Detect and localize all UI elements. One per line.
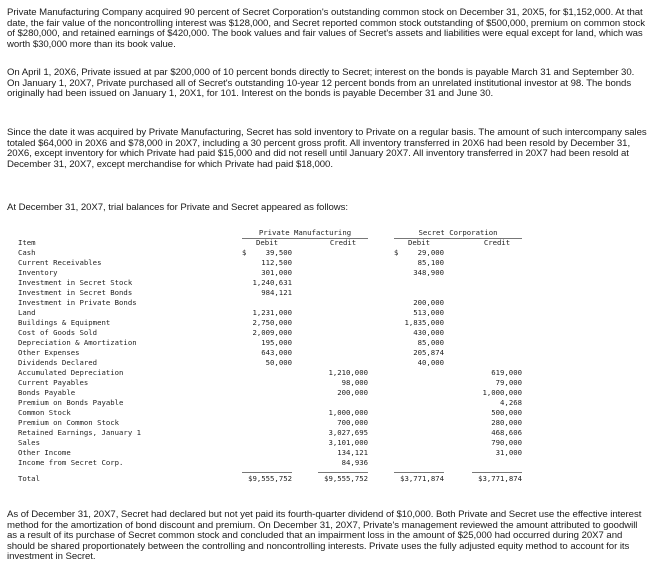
table-row [16,348,530,358]
row-label: Investment in Private Bonds [18,298,137,307]
cell-private-credit [318,358,368,368]
table-row [16,418,530,428]
cell-secret-credit [472,328,522,338]
cell-private-credit [318,328,368,338]
cell-secret-debit: 1,835,000 [404,318,444,327]
table-row [16,288,530,298]
cell-secret-debit [394,448,444,458]
total-private-credit: $9,555,752 [324,474,368,483]
cell-private-credit: 3,101,000 [328,438,368,447]
cell-secret-debit [394,398,444,408]
cell-secret-credit [472,268,522,278]
group-header-secret: Secret Corporation [394,228,522,239]
table-row [16,268,530,278]
cell-secret-debit: 85,000 [417,338,444,347]
cell-private-debit: 195,000 [261,338,292,347]
cell-secret-credit [472,248,522,258]
total-secret-credit: $3,771,874 [478,474,522,483]
cell-secret-debit: 205,874 [413,348,444,357]
row-label: Bonds Payable [18,388,76,397]
cell-secret-debit: 348,900 [413,268,444,277]
table-row [16,378,530,388]
row-label: Inventory [18,268,58,277]
cell-private-debit [242,418,292,428]
table-body [16,248,530,468]
paragraph-inventory: Since the date it was acquired by Private Manufacturing, Secret has sold inventory to Private on a regular basis. The amount of such intercompany sales totaled $64,000 in 20X6 and $78,000 in 20X7, including a 30 percent gross profit. All inventory transferred in 20X6 had been resold by December 31, 20X6, except inventory for which Private had paid $15,000 and did not resell until January 20X7. All inventory transferred in 20X7 had been resold at December 31, 20X7, except merchandise for which Private had paid $18,000. [7,127,647,170]
cell-secret-credit [472,338,522,348]
row-label: Investment in Secret Bonds [18,288,133,297]
cell-secret-credit: 619,000 [491,368,522,377]
cell-private-debit [242,388,292,398]
cell-private-credit [318,258,368,268]
table-row [16,408,530,418]
group-header-private: Private Manufacturing [242,228,368,239]
cell-private-credit: 98,000 [341,378,368,387]
table-row [16,428,530,438]
row-label: Other Expenses [18,348,80,357]
cell-secret-debit: 513,000 [413,308,444,317]
cell-private-credit [318,338,368,348]
paragraph-trial-balance-intro: At December 31, 20X7, trial balances for Private and Secret appeared as follows: [7,202,349,213]
cell-private-debit: 39,500 [265,248,292,257]
row-label: Depreciation & Amortization [18,338,137,347]
row-label: Buildings & Equipment [18,318,111,327]
table-total-row [16,474,530,484]
cell-secret-debit [394,288,444,298]
cell-private-debit: 984,121 [261,288,292,297]
cell-secret-debit: 29,000 [417,248,444,257]
row-label: Income from Secret Corp. [18,458,124,467]
paragraph-acquisition: Private Manufacturing Company acquired 90 percent of Secret Corporation's outstanding common stock on December 31, 20X5, for $1,152,000. At that date, the fair value of the noncontrolling interest was $128,000, and Secret reported common stock outstanding of $500,000, premium on common stock of $280,000, and retained earnings of $420,000. The book values and fair values of Secret's assets and liabilities were equal except for land, which was worth $30,000 more than its book value. [7,7,645,50]
table-row [16,458,530,468]
table-row [16,358,530,368]
cell-secret-credit [472,458,522,468]
row-label: Cost of Goods Sold [18,328,98,337]
cell-secret-debit [394,388,444,398]
row-label: Current Receivables [18,258,102,267]
cell-private-debit: 643,000 [261,348,292,357]
paragraph-bonds: On April 1, 20X6, Private issued at par $200,000 of 10 percent bonds directly to Secret; interest on the bonds is payable March 31 and September 30. On January 1, 20X7, Private purchased all of Secret's outstanding 10-year 12 percent bonds from an unrelated institutional investor at 98. The bonds originally had been issued on January 1, 20X1, for 101. Interest on the bonds is payable December 31 and June 30. [7,67,635,100]
table-column-header [16,238,530,248]
cell-private-credit [318,288,368,298]
column-header-private-credit: Credit [329,238,357,247]
cell-secret-credit [472,318,522,328]
cell-secret-debit: 85,100 [417,258,444,267]
cell-secret-credit [472,348,522,358]
cell-private-credit [318,398,368,408]
cell-secret-credit [472,358,522,368]
column-header-secret-credit: Credit [483,238,511,247]
cell-secret-credit [472,288,522,298]
table-row [16,398,530,408]
cell-private-credit: 134,121 [337,448,368,457]
cell-private-debit [242,428,292,438]
total-rule-private-debit [242,472,292,473]
cell-secret-credit: 500,000 [491,408,522,417]
cell-secret-debit [394,458,444,468]
cell-private-debit [242,408,292,418]
cell-private-debit [242,368,292,378]
cell-secret-debit: 200,000 [413,298,444,307]
cell-private-credit [318,248,368,258]
cell-secret-credit [472,258,522,268]
cell-private-credit: 84,936 [341,458,368,467]
table-row [16,328,530,338]
cell-private-credit: 1,210,000 [328,368,368,377]
row-label: Cash [18,248,36,257]
cell-secret-credit [472,278,522,288]
cell-private-debit [242,398,292,408]
cell-private-credit: 3,027,695 [328,428,368,437]
table-row [16,388,530,398]
row-label: Premium on Bonds Payable [18,398,124,407]
column-header-private-debit: Debit [256,238,278,247]
cell-private-debit [242,438,292,448]
cell-private-credit [318,278,368,288]
table-row [16,258,530,268]
table-group-header [16,228,530,238]
cell-secret-debit [394,368,444,378]
column-header-item: Item [18,238,36,247]
trial-balance-table [16,228,530,484]
cell-secret-credit: 79,000 [495,378,522,387]
row-label: Accumulated Depreciation [18,368,124,377]
cell-secret-debit [394,418,444,428]
row-label: Dividends Declared [18,358,98,367]
cell-private-debit [242,448,292,458]
cell-private-credit [318,308,368,318]
cell-private-debit: 1,240,631 [252,278,292,287]
table-row [16,438,530,448]
cell-secret-debit [394,378,444,388]
cell-private-debit [242,458,292,468]
total-private-debit: $9,555,752 [248,474,292,483]
row-label: Current Payables [18,378,89,387]
cell-secret-debit [394,428,444,438]
total-secret-debit: $3,771,874 [400,474,444,483]
paragraph-additional-info: As of December 31, 20X7, Secret had declared but not yet paid its fourth-quarter dividend of $10,000. Both Private and Secret use the effective interest method for the amortization of bond discount and premium. On December 31, 20X7, Private's management reviewed the amount attributed to goodwill as a result of its purchase of Secret common stock and concluded that an impairment loss in the amount of $25,000 had occurred during 20X7 and should be shared proportionately between the controlling and noncontrolling interests. Private uses the fully adjusted equity method to account for its investment in Secret. [7,509,642,563]
total-label: Total [18,474,40,483]
cell-secret-debit [394,278,444,288]
total-rule-private-credit [318,472,368,473]
cell-private-credit: 200,000 [337,388,368,397]
cell-private-debit: 2,750,000 [252,318,292,327]
cell-secret-credit [472,308,522,318]
cell-secret-credit: 280,000 [491,418,522,427]
row-label: Sales [18,438,40,447]
cell-private-credit [318,298,368,308]
table-row [16,318,530,328]
table-row [16,368,530,378]
table-row [16,308,530,318]
cell-secret-debit [394,408,444,418]
cell-private-debit: 50,000 [265,358,292,367]
cell-secret-credit: 31,000 [495,448,522,457]
cell-secret-credit: 4,268 [500,398,522,407]
cell-secret-credit: 790,000 [491,438,522,447]
cell-private-debit [242,298,292,308]
row-label: Common Stock [18,408,71,417]
column-header-secret-debit: Debit [408,238,430,247]
row-label: Other Income [18,448,71,457]
cell-secret-credit: 468,606 [491,428,522,437]
cell-private-debit: 2,009,000 [252,328,292,337]
cell-secret-debit: 430,000 [413,328,444,337]
table-row [16,338,530,348]
cell-private-credit [318,268,368,278]
table-row [16,248,530,258]
cell-private-credit: 700,000 [337,418,368,427]
cell-private-debit: 112,500 [261,258,292,267]
cell-private-credit [318,348,368,358]
cell-private-debit [242,378,292,388]
row-label: Investment in Secret Stock [18,278,133,287]
cell-secret-debit: 40,000 [417,358,444,367]
table-row [16,278,530,288]
table-row [16,298,530,308]
total-rule-secret-credit [472,472,522,473]
total-rule-secret-debit [394,472,444,473]
row-label: Land [18,308,36,317]
cell-private-debit: 1,231,000 [252,308,292,317]
currency-symbol: $ [242,248,247,257]
row-label: Premium on Common Stock [18,418,120,427]
cell-private-debit: 301,000 [261,268,292,277]
cell-secret-credit [472,298,522,308]
table-row [16,448,530,458]
currency-symbol: $ [394,248,399,257]
row-label: Retained Earnings, January 1 [18,428,142,437]
cell-private-credit [318,318,368,328]
cell-secret-credit: 1,000,000 [482,388,522,397]
cell-secret-debit [394,438,444,448]
cell-private-credit: 1,000,000 [328,408,368,417]
